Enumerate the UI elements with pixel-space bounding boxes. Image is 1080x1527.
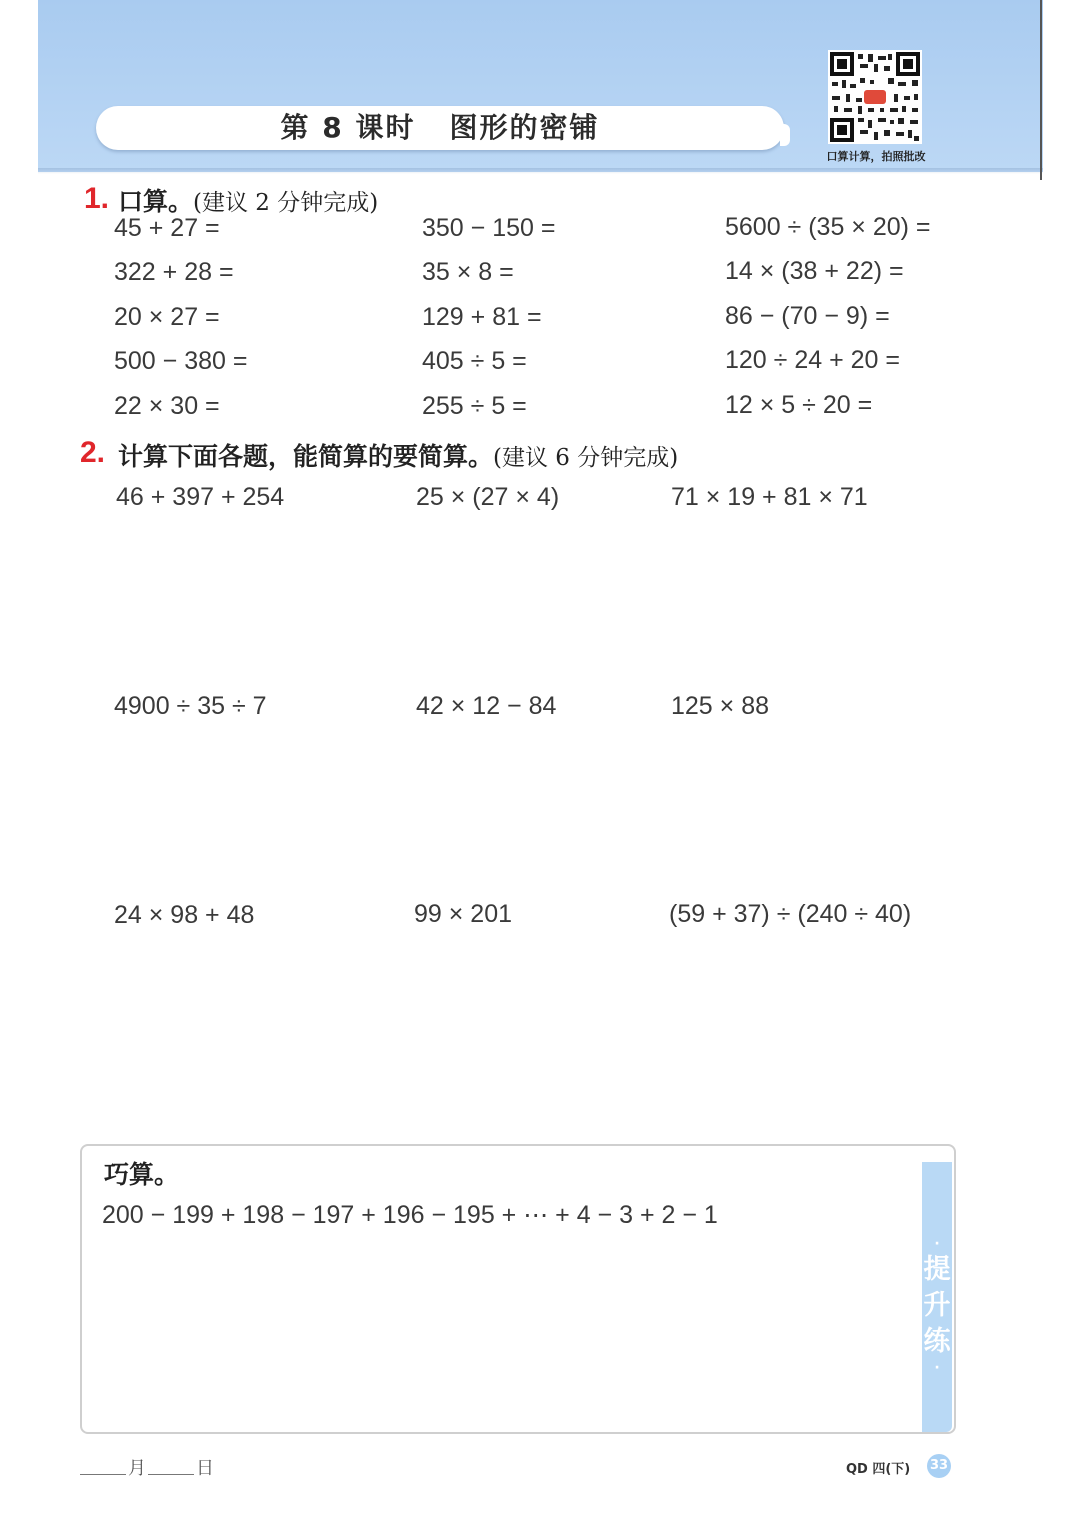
calc-problem: (59 + 37) ÷ (240 ÷ 40) bbox=[669, 900, 912, 928]
oral-problem: 86 − (70 − 9) = bbox=[725, 302, 890, 330]
calc-problem: 71 × 19 + 81 × 71 bbox=[671, 483, 868, 511]
qr-caption: 口算计算，拍照批改 bbox=[826, 150, 926, 163]
oral-problem: 322 + 28 = bbox=[114, 258, 234, 286]
section2-number: 2. bbox=[80, 436, 106, 469]
section2-title-text: 计算下面各题，能简算的要简算。 bbox=[118, 442, 494, 471]
section2-time-note: (建议 6 分钟完成) bbox=[493, 445, 679, 471]
lesson-number: 第 8 课时 bbox=[280, 111, 416, 144]
oral-problem: 20 × 27 = bbox=[114, 303, 220, 331]
oral-problem: 255 ÷ 5 = bbox=[422, 392, 527, 420]
side-label-char: 练 bbox=[923, 1326, 951, 1357]
month-blank[interactable] bbox=[80, 1474, 126, 1475]
oral-problem: 350 − 150 = bbox=[422, 214, 556, 242]
oral-problem: 405 ÷ 5 = bbox=[422, 347, 527, 375]
oral-problem: 5600 ÷ (35 × 20) = bbox=[725, 213, 931, 241]
dot-icon: · bbox=[934, 1360, 940, 1376]
edition-tag: QD 四(下) bbox=[846, 1462, 911, 1477]
lesson-topic: 图形的密铺 bbox=[449, 111, 600, 144]
oral-problem: 45 + 27 = bbox=[114, 214, 220, 242]
page-edge bbox=[1040, 0, 1042, 180]
page-title bbox=[96, 106, 784, 150]
oral-problem: 12 × 5 ÷ 20 = bbox=[725, 391, 873, 419]
oral-problem: 14 × (38 + 22) = bbox=[725, 257, 904, 285]
qr-code-icon[interactable] bbox=[828, 50, 922, 144]
section2-title bbox=[118, 437, 678, 473]
oral-problem: 120 ÷ 24 + 20 = bbox=[725, 346, 900, 374]
challenge-box bbox=[80, 1144, 956, 1434]
challenge-title: 巧算。 bbox=[104, 1160, 180, 1189]
oral-problem: 35 × 8 = bbox=[422, 258, 514, 286]
calc-problem: 25 × (27 × 4) bbox=[416, 483, 560, 511]
section1-number: 1. bbox=[84, 182, 110, 215]
day-label: 日 bbox=[196, 1458, 214, 1479]
section1-time-note: (建议 2 分钟完成) bbox=[193, 190, 379, 216]
oral-problem: 22 × 30 = bbox=[114, 392, 220, 420]
day-blank[interactable] bbox=[148, 1474, 194, 1475]
calc-problem: 42 × 12 − 84 bbox=[416, 692, 557, 720]
side-label-char: 提 bbox=[923, 1254, 951, 1285]
page-number: 33 bbox=[927, 1454, 951, 1478]
oral-problem: 129 + 81 = bbox=[422, 303, 542, 331]
month-label: 月 bbox=[128, 1458, 146, 1479]
calc-problem: 46 + 397 + 254 bbox=[116, 483, 285, 511]
calc-problem: 24 × 98 + 48 bbox=[114, 901, 255, 929]
challenge-expression: 200 − 199 + 198 − 197 + 196 − 195 + ⋯ + 4 − 3 + 2 − 1 bbox=[102, 1201, 718, 1229]
section1-title bbox=[118, 182, 378, 218]
header-shadow bbox=[38, 168, 1043, 174]
calc-problem: 99 × 201 bbox=[414, 900, 513, 928]
side-label-char: 升 bbox=[923, 1290, 951, 1321]
challenge-side-label bbox=[922, 1236, 952, 1376]
section1-title-text: 口算。 bbox=[118, 187, 194, 216]
calc-problem: 4900 ÷ 35 ÷ 7 bbox=[114, 692, 267, 720]
calc-problem: 125 × 88 bbox=[671, 692, 770, 720]
dot-icon: · bbox=[934, 1236, 940, 1252]
oral-problem: 500 − 380 = bbox=[114, 347, 248, 375]
